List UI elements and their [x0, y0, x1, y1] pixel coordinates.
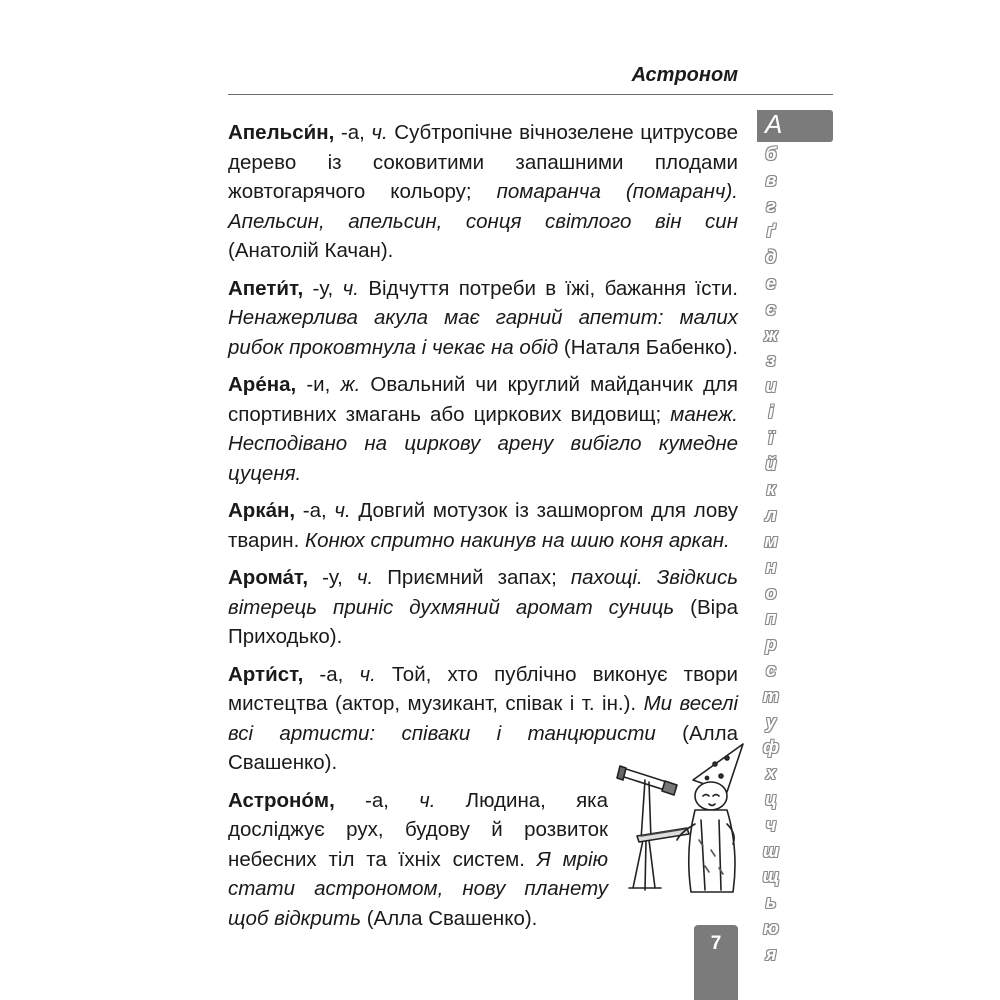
entry-grammar: -у,: [308, 566, 357, 589]
entry-source: (Алла Свашенко).: [361, 906, 538, 930]
page-number-tab: [694, 925, 738, 1000]
entry-headword: Арти́ст,: [228, 662, 304, 686]
entry-example: Я мрію стати астрономом, нову планету щоб відкрить: [228, 847, 608, 930]
entry-example: помаранча (помаранч). Апельсин, апельсин, сонця світлого він син: [228, 180, 739, 233]
alphabet-letter: ц: [765, 788, 777, 809]
alphabet-active-letter: А: [765, 109, 783, 139]
alphabet-letter: і: [768, 401, 774, 422]
entry-example: Конюх спритно накинув на шию коня аркан.: [305, 528, 730, 552]
entry-grammar: -и,: [296, 373, 341, 396]
alphabet-letter: ч: [765, 814, 777, 835]
entry-definition: Людина, яка досліджує рух, будову й розвиток небесних тіл та їхніх систем.: [228, 788, 608, 871]
alphabet-letter: з: [766, 350, 776, 371]
alphabet-letter: и: [765, 376, 777, 397]
entry-gender: ч.: [334, 499, 351, 522]
entry-gender: ч.: [359, 662, 376, 686]
alphabet-letter: к: [766, 479, 776, 500]
dictionary-entry: [228, 496, 738, 555]
alphabet-letter: у: [765, 711, 776, 732]
alphabet-letter: т: [762, 685, 779, 706]
alphabet-letter: х: [765, 763, 776, 784]
alphabet-letter: ж: [764, 324, 778, 345]
alphabet-letter: ш: [762, 840, 779, 861]
entry-headword: Апети́т,: [228, 276, 304, 300]
entry-headword: Арка́н,: [228, 499, 296, 522]
entry-grammar: -а,: [334, 121, 372, 144]
entry-headword: Арома́т,: [228, 566, 309, 589]
alphabet-letter: є: [765, 298, 777, 319]
entry-definition: Овальний чи круглий майданчик для спортивних змагань або циркових видовищ;: [228, 373, 738, 426]
alphabet-letter: щ: [762, 866, 780, 887]
entry-definition: Довгий мотузок із зашморгом для лову тварин.: [228, 499, 738, 552]
entry-grammar: -а,: [295, 499, 335, 522]
entry-gender: ч.: [371, 121, 388, 144]
dictionary-entry: [228, 118, 738, 266]
entry-definition: Субтропічне вічнозелене цитрусове дерево із соковитими запашними плодами жовтогарячого кольору;: [228, 121, 738, 203]
dictionary-entry: [228, 274, 738, 363]
entry-gender: ч.: [419, 788, 436, 812]
entry-headword: Астроно́м,: [228, 788, 335, 812]
alphabet-letter: в: [765, 169, 777, 190]
entry-example: пахощі. Звідкись вітерець приніс духмяний аромат суниць: [228, 566, 738, 619]
entry-gender: ч.: [342, 276, 359, 300]
entry-definition: Той, хто публічно виконує твори мистецтва (актор, музикант, співак і т. ін.).: [228, 662, 738, 715]
alphabet-letter: я: [765, 943, 777, 964]
alphabet-letter: д: [765, 247, 777, 268]
running-header-title: Астроном: [631, 64, 738, 86]
entry-headword: Апельси́н,: [228, 121, 335, 144]
header-rule: [228, 94, 833, 95]
dictionary-entry: [228, 563, 738, 652]
entry-definition: Приємний запах;: [373, 566, 571, 589]
entry-gender: ж.: [340, 373, 361, 396]
entry-example: Ненажерлива акула має гарний апетит: малих рибок проковтнула і чекає на обід: [228, 306, 738, 359]
entry-source: (Наталя Бабенко).: [558, 335, 738, 359]
astronomer-with-telescope-icon: [615, 740, 747, 900]
entry-source: (Алла Свашенко).: [228, 721, 738, 774]
alphabet-letter: й: [765, 453, 777, 474]
page-number: 7: [710, 933, 722, 954]
entry-headword: Аре́на,: [228, 373, 297, 396]
alphabet-letter: п: [765, 608, 777, 629]
entry-source: (Анатолій Качан).: [228, 239, 394, 262]
alphabet-letter: м: [764, 530, 778, 551]
entry-example: манеж. Несподівано на циркову арену вибігло кумедне цуценя.: [228, 402, 738, 485]
entry-gender: ч.: [356, 566, 374, 589]
alphabet-letter: о: [765, 582, 777, 603]
dictionary-entry: [228, 786, 608, 934]
alphabet-tab-rail: [757, 110, 833, 968]
entry-definition: Відчуття потреби в їжі, бажання їсти.: [358, 276, 738, 300]
entry-example: Ми веселі всі артисти: співаки і танцюристи: [228, 692, 738, 745]
alphabet-letter: ї: [768, 427, 774, 448]
entry-grammar: -у,: [303, 276, 343, 300]
entry-grammar: -а,: [303, 662, 360, 686]
alphabet-letter: б: [765, 144, 777, 164]
alphabet-letter: ю: [763, 917, 779, 938]
alphabet-tab-active: [757, 110, 833, 142]
entry-grammar: -а,: [334, 788, 420, 812]
alphabet-letter: г: [766, 195, 776, 216]
alphabet-letter: ь: [765, 892, 777, 913]
alphabet-letter: ф: [763, 737, 779, 758]
dictionary-entry: [228, 370, 738, 488]
alphabet-letter: н: [765, 556, 777, 577]
alphabet-letter: ґ: [766, 221, 776, 242]
entry-source: (Віра Приходько).: [228, 595, 738, 648]
alphabet-letter-list: [757, 142, 785, 968]
alphabet-letter: е: [765, 272, 776, 293]
alphabet-letter: с: [765, 659, 776, 680]
alphabet-letter: л: [765, 505, 777, 526]
alphabet-letter: р: [765, 634, 777, 655]
